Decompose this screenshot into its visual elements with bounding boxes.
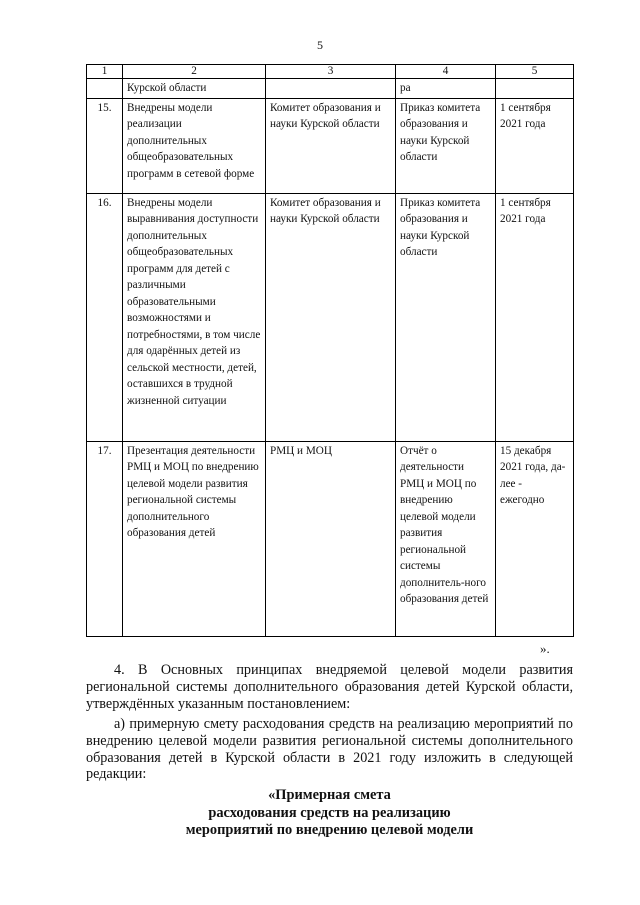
section-heading (86, 787, 573, 840)
heading-line-1: «Примерная смета (268, 787, 391, 803)
column-header-1: 1 (87, 65, 123, 79)
cell-responsible: Комитет образования и науки Курской области (266, 98, 396, 193)
cell-event: Внедрены модели реализации дополнительных общеобразовательных программ в сетевой форме (123, 98, 266, 193)
cell-event: Внедрены модели выравнивания доступности дополнительных общеобразовательных программ для детей с различными образовательными возможностями и потребностями, в том числе для одарённых детей из сельской местности, детей, оставшихся в трудной жизненной ситуации (123, 193, 266, 441)
heading-line-2: расходования средств на реализацию (208, 804, 451, 821)
column-header-4: 4 (396, 65, 496, 79)
table-row (87, 441, 574, 636)
table-row (87, 98, 574, 193)
cell-deadline: 15 декабря 2021 года, да-лее - ежегодно (496, 441, 574, 636)
cell-responsible: РМЦ и МОЦ (266, 441, 396, 636)
cell-num (87, 79, 123, 99)
cell-result: Отчёт о деятельности РМЦ и МОЦ по внедрению целевой модели развития региональной системы дополнитель-ного образования детей (396, 441, 496, 636)
paragraph-item-4: 4. В Основных принципах внедряемой целевой модели развития региональной системы дополнительного образования детей Курской области, утверждённых указанным постановлением: (86, 662, 573, 712)
column-header-3: 3 (266, 65, 396, 79)
paragraph-subitem-a: а) примерную смету расходования средств на реализацию мероприятий по внедрению целевой модели развития региональной системы дополнительного образования детей в Курской области в 2021 году изложить в следующей редакции: (86, 716, 573, 783)
cell-responsible (266, 79, 396, 99)
cell-num: 15. (87, 98, 123, 193)
closing-quote: ». (540, 641, 550, 656)
plan-table (86, 64, 574, 637)
column-header-2: 2 (123, 65, 266, 79)
cell-num: 16. (87, 193, 123, 441)
column-header-5: 5 (496, 65, 574, 79)
table-header-row (87, 65, 574, 79)
cell-result: ра (396, 79, 496, 99)
cell-deadline (496, 79, 574, 99)
cell-responsible: Комитет образования и науки Курской области (266, 193, 396, 441)
heading-line-3: мероприятий по внедрению целевой модели (185, 822, 474, 838)
cell-event: Курской области (123, 79, 266, 99)
cell-event: Презентация деятельности РМЦ и МОЦ по внедрению целевой модели развития региональной системы дополнительного образования детей (123, 441, 266, 636)
cell-result: Приказ комитета образования и науки Курской области (396, 193, 496, 441)
table-row (87, 193, 574, 441)
cell-deadline: 1 сентября 2021 года (496, 193, 574, 441)
cell-result: Приказ комитета образования и науки Курской области (396, 98, 496, 193)
page-number: 5 (317, 38, 323, 52)
cell-num: 17. (87, 441, 123, 636)
table-row-carryover (87, 79, 574, 99)
cell-deadline: 1 сентября 2021 года (496, 98, 574, 193)
